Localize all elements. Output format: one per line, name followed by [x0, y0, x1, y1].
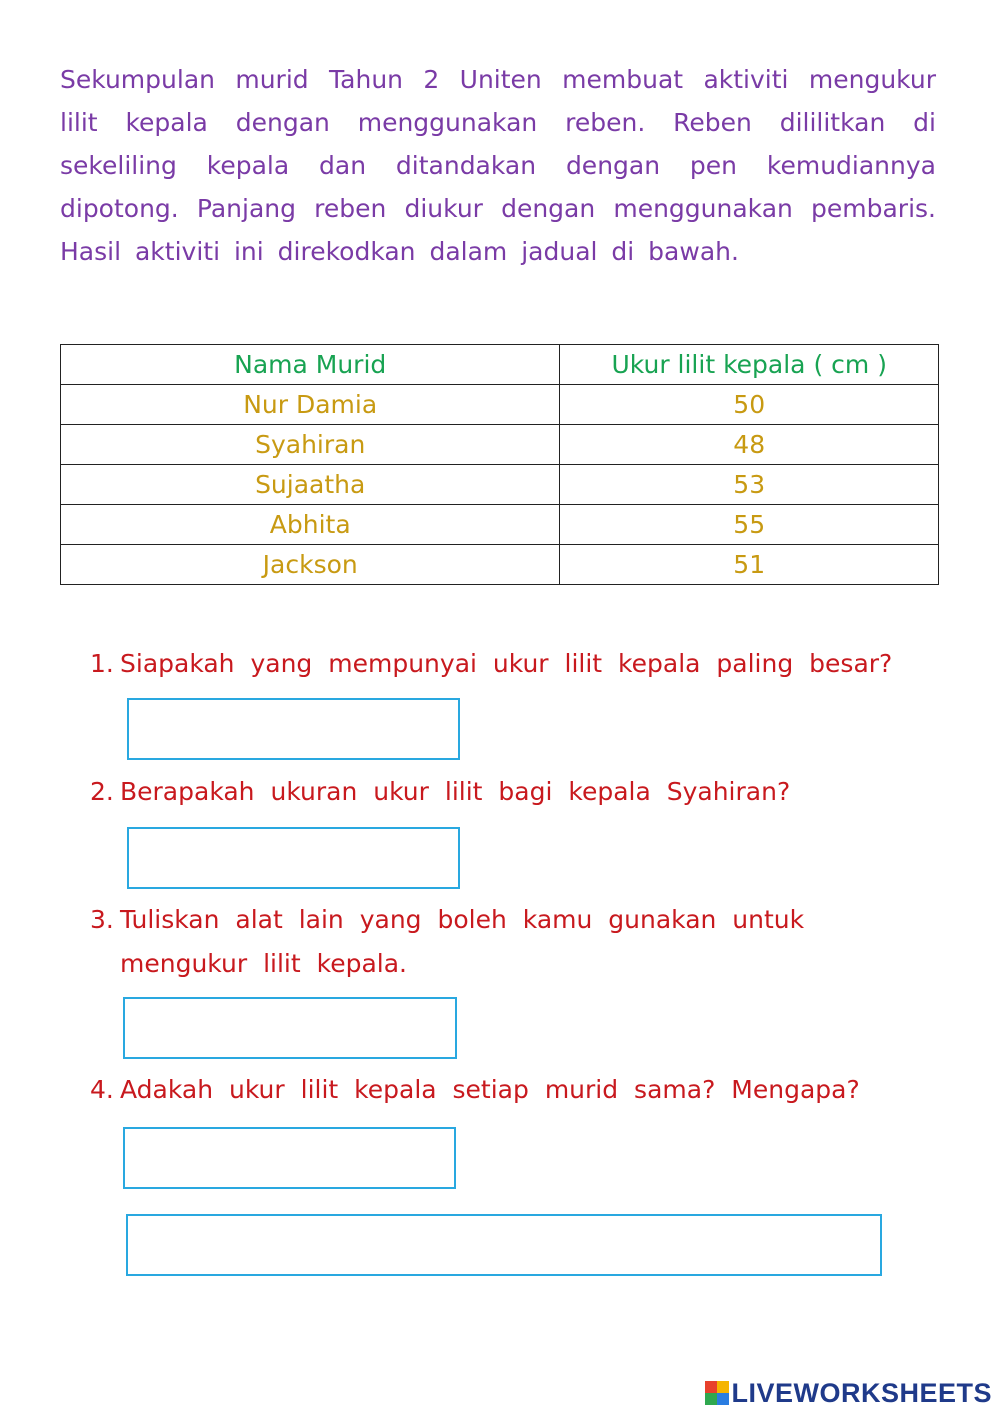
question-number: 4. — [90, 1075, 114, 1104]
cell-value: 48 — [560, 425, 939, 465]
liveworksheets-logo — [705, 1378, 992, 1408]
intro-line: Sekumpulan murid Tahun 2 Uniten membuat aktiviti mengukur — [60, 65, 936, 94]
logo-square — [717, 1381, 729, 1393]
question-number: 2. — [90, 777, 114, 806]
cell-name: Abhita — [61, 505, 560, 545]
question-2 — [90, 770, 930, 814]
answer-2-input[interactable] — [127, 827, 460, 889]
answer-1-input[interactable] — [127, 698, 460, 760]
table-row — [61, 545, 939, 585]
question-number: 1. — [90, 649, 114, 678]
question-1 — [90, 642, 930, 686]
answer-3-input[interactable] — [123, 997, 457, 1059]
intro-line: lilit kepala dengan menggunakan reben. Reben dililitkan di — [60, 108, 936, 137]
question-3 — [90, 898, 930, 986]
logo-square — [717, 1393, 729, 1405]
intro-paragraph — [60, 58, 936, 273]
cell-name: Jackson — [61, 545, 560, 585]
header-name: Nama Murid — [61, 345, 560, 385]
question-number: 3. — [90, 905, 114, 934]
header-measure: Ukur lilit kepala ( cm ) — [560, 345, 939, 385]
question-text: Tuliskan alat lain yang boleh kamu gunakan untuk — [120, 905, 805, 934]
intro-line: Hasil aktiviti ini direkodkan dalam jadual di bawah. — [60, 237, 739, 266]
cell-name: Sujaatha — [61, 465, 560, 505]
cell-name: Nur Damia — [61, 385, 560, 425]
table-header-row — [61, 345, 939, 385]
cell-value: 50 — [560, 385, 939, 425]
liveworksheets-logo-icon — [705, 1381, 729, 1405]
table-row — [61, 505, 939, 545]
question-text: Adakah ukur lilit kepala setiap murid sama? Mengapa? — [120, 1075, 860, 1104]
table-row — [61, 465, 939, 505]
answer-4a-input[interactable] — [123, 1127, 456, 1189]
table-row — [61, 425, 939, 465]
intro-line: sekeliling kepala dan ditandakan dengan pen kemudiannya — [60, 151, 936, 180]
intro-line: dipotong. Panjang reben diukur dengan menggunakan pembaris. — [60, 194, 936, 223]
cell-value: 51 — [560, 545, 939, 585]
answer-4b-input[interactable] — [126, 1214, 882, 1276]
cell-value: 53 — [560, 465, 939, 505]
question-text: Berapakah ukuran ukur lilit bagi kepala Syahiran? — [120, 777, 791, 806]
cell-name: Syahiran — [61, 425, 560, 465]
head-circumference-table — [60, 344, 939, 585]
table-row — [61, 385, 939, 425]
logo-square — [705, 1393, 717, 1405]
question-text-continued: mengukur lilit kepala. — [120, 949, 407, 978]
question-4 — [90, 1068, 930, 1112]
cell-value: 55 — [560, 505, 939, 545]
question-text: Siapakah yang mempunyai ukur lilit kepala paling besar? — [120, 649, 893, 678]
logo-text: LIVEWORKSHEETS — [731, 1377, 992, 1408]
logo-square — [705, 1381, 717, 1393]
